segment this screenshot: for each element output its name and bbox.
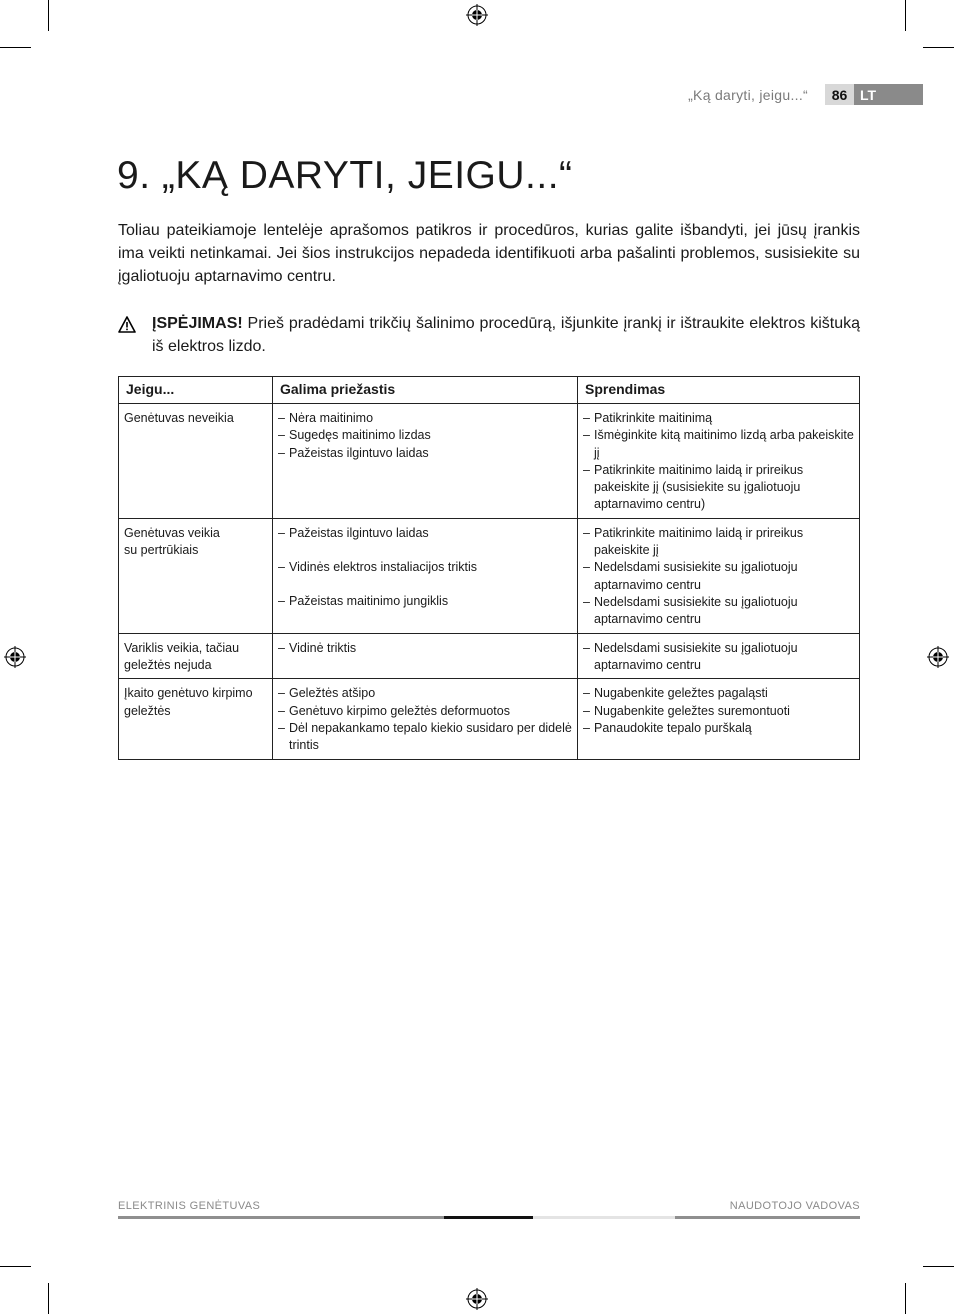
page-number: 86 xyxy=(825,84,854,105)
registration-mark-icon xyxy=(466,1288,488,1310)
cause-cell xyxy=(273,404,578,519)
crop-mark xyxy=(48,1283,49,1314)
registration-mark-icon xyxy=(466,4,488,26)
table-row xyxy=(119,633,860,679)
crop-mark xyxy=(905,1283,906,1314)
cause-item: – Genėtuvo kirpimo geležtės deformuotos xyxy=(278,703,572,720)
solution-item: – Nugabenkite geležtes suremontuoti xyxy=(583,703,854,720)
cause-item: – Geležtės atšipo xyxy=(278,685,572,702)
footer-product-name: ELEKTRINIS GENĖTUVAS xyxy=(118,1200,261,1212)
footer-rule xyxy=(118,1216,444,1219)
solution-item: – Patikrinkite maitinimo laidą ir prireikus pakeiskite jį xyxy=(583,525,854,560)
solution-item: – Patikrinkite maitinimo laidą ir prireikus pakeiskite jį (susisiekite su įgaliotuoju aptarnavimo centru) xyxy=(583,462,854,514)
cause-cell xyxy=(273,518,578,633)
solution-cell xyxy=(578,633,860,679)
crop-mark xyxy=(0,47,31,48)
solution-item: – Patikrinkite maitinimą xyxy=(583,410,854,427)
warning-label: ĮSPĖJIMAS! xyxy=(152,315,243,332)
table-header-row xyxy=(119,377,860,404)
solution-cell xyxy=(578,404,860,519)
warning-text: Prieš pradėdami trikčių šalinimo procedūrą, išjunkite įrankį ir ištraukite elektros kištuką iš elektros lizdo. xyxy=(152,315,860,355)
cause-item: – Pažeistas ilgintuvo laidas xyxy=(278,445,572,462)
solution-item: – Nugabenkite geležtes pagaląsti xyxy=(583,685,854,702)
solution-cell xyxy=(578,679,860,759)
running-header: „Ką daryti, jeigu...“ xyxy=(688,87,808,103)
warning-paragraph xyxy=(152,312,860,358)
solution-item: – Išmėginkite kitą maitinimo lizdą arba pakeiskite jį xyxy=(583,427,854,462)
cause-item: – Pažeistas maitinimo jungiklis xyxy=(278,593,572,610)
footer-rule xyxy=(533,1216,675,1219)
cause-item: – Vidinės elektros instaliacijos triktis xyxy=(278,559,572,576)
table-row xyxy=(119,679,860,759)
solution-item: – Nedelsdami susisiekite su įgaliotuoju aptarnavimo centru xyxy=(583,640,854,675)
crop-mark xyxy=(48,0,49,31)
footer-document-type: NAUDOTOJO VADOVAS xyxy=(729,1200,860,1212)
crop-mark xyxy=(923,1266,954,1267)
warning-triangle-icon xyxy=(118,316,136,333)
registration-mark-icon xyxy=(927,646,949,668)
crop-mark xyxy=(0,1266,31,1267)
cause-cell xyxy=(273,679,578,759)
footer-rule xyxy=(444,1216,533,1219)
cause-item: – Pažeistas ilgintuvo laidas xyxy=(278,525,572,542)
cause-item: – Nėra maitinimo xyxy=(278,410,572,427)
solution-item: – Nedelsdami susisiekite su įgaliotuoju aptarnavimo centru xyxy=(583,594,854,629)
condition-cell: Įkaito genėtuvo kirpimo geležtės xyxy=(119,679,273,759)
registration-mark-icon xyxy=(4,646,26,668)
cause-item: – Dėl nepakankamo tepalo kiekio susidaro per didelė trintis xyxy=(278,720,572,755)
language-tag: LT xyxy=(854,84,923,105)
solution-item: – Panaudokite tepalo purškalą xyxy=(583,720,854,737)
crop-mark xyxy=(905,0,906,31)
page-title: 9. „KĄ DARYTI, JEIGU...“ xyxy=(117,154,573,197)
condition-cell: Genėtuvas neveikia xyxy=(119,404,273,519)
column-header-condition: Jeigu... xyxy=(119,377,273,404)
cause-item: – Vidinė triktis xyxy=(278,640,572,657)
solution-item: – Nedelsdami susisiekite su įgaliotuoju aptarnavimo centru xyxy=(583,559,854,594)
table-row xyxy=(119,404,860,519)
solution-cell xyxy=(578,518,860,633)
condition-cell: Genėtuvas veikia su pertrūkiais xyxy=(119,518,273,633)
column-header-solution: Sprendimas xyxy=(578,377,860,404)
condition-cell: Variklis veikia, tačiau geležtės nejuda xyxy=(119,633,273,679)
cause-cell xyxy=(273,633,578,679)
cause-item: – Sugedęs maitinimo lizdas xyxy=(278,427,572,444)
table-row xyxy=(119,518,860,633)
column-header-cause: Galima priežastis xyxy=(273,377,578,404)
footer-rule xyxy=(675,1216,860,1219)
troubleshooting-table xyxy=(118,376,860,760)
intro-paragraph: Toliau pateikiamoje lentelėje aprašomos patikros ir procedūros, kurias galite išbandyti, jei jūsų įrankis ima veikti netinkamai. Jei šios instrukcijos nepadeda identifikuoti arba pašalinti problemos, susisiekite su įgaliotuoju aptarnavimo centru. xyxy=(118,222,860,285)
crop-mark xyxy=(923,47,954,48)
